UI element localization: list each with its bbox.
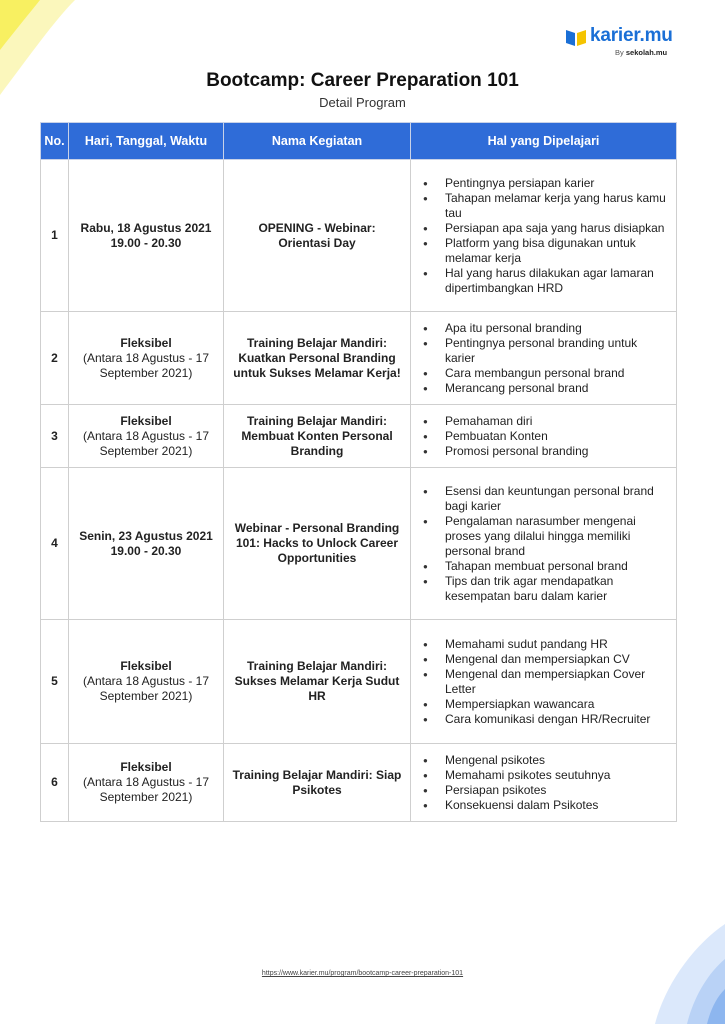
list-item: ● Tahapan membuat personal brand — [433, 559, 666, 574]
when-range: (Antara 18 Agustus - 17 September 2021) — [82, 350, 210, 380]
table-row — [41, 312, 677, 405]
row-activity: OPENING - Webinar: Orientasi Day — [224, 160, 411, 312]
list-item: ● Tahapan melamar kerja yang harus kamu tau — [433, 191, 666, 221]
brand-byline: By sekolah.mu — [615, 48, 668, 57]
list-item: ● Platform yang bisa digunakan untuk melamar kerja — [433, 236, 666, 266]
list-item: ● Mengenal psikotes — [433, 753, 666, 768]
row-when — [69, 405, 224, 468]
table-header-row — [41, 123, 677, 160]
row-when — [69, 312, 224, 405]
row-number: 2 — [41, 312, 69, 405]
list-item: ● Apa itu personal branding — [433, 321, 666, 336]
when-date: Senin, 23 Agustus 2021 — [79, 528, 213, 543]
row-when — [69, 744, 224, 822]
row-when — [69, 468, 224, 620]
list-item: ● Mengenal dan mempersiapkan CV — [433, 652, 666, 667]
book-icon — [565, 27, 587, 47]
program-table — [40, 122, 677, 822]
list-item: ● Promosi personal branding — [433, 444, 666, 459]
list-item: ● Mempersiapkan wawancara — [433, 697, 666, 712]
table-row — [41, 405, 677, 468]
decorative-corner-bottom — [615, 904, 725, 1024]
when-range: (Antara 18 Agustus - 17 September 2021) — [82, 428, 210, 458]
list-item: ● Konsekuensi dalam Psikotes — [433, 798, 666, 813]
list-item: ● Merancang personal brand — [433, 381, 666, 396]
header-learn: Hal yang Dipelajari — [411, 123, 677, 160]
row-number: 3 — [41, 405, 69, 468]
list-item: ● Pengalaman narasumber mengenai proses yang dilalui hingga memiliki personal brand — [433, 514, 666, 559]
document-subtitle: Detail Program — [319, 95, 406, 110]
row-activity: Training Belajar Mandiri: Siap Psikotes — [224, 744, 411, 822]
learn-list — [433, 414, 666, 459]
table-row — [41, 744, 677, 822]
list-item: ● Memahami psikotes seutuhnya — [433, 768, 666, 783]
row-activity: Training Belajar Mandiri: Kuatkan Personal Branding untuk Sukses Melamar Kerja! — [224, 312, 411, 405]
row-learn — [411, 312, 677, 405]
row-learn — [411, 468, 677, 620]
when-date: Fleksibel — [120, 413, 172, 428]
when-date: Fleksibel — [120, 335, 172, 350]
row-number: 1 — [41, 160, 69, 312]
learn-list — [433, 637, 666, 727]
list-item: ● Pembuatan Konten — [433, 429, 666, 444]
row-learn — [411, 744, 677, 822]
list-item: ● Cara komunikasi dengan HR/Recruiter — [433, 712, 666, 727]
when-range: (Antara 18 Agustus - 17 September 2021) — [82, 775, 210, 804]
footer-link[interactable]: https://www.karier.mu/program/bootcamp-career-preparation-101 — [261, 970, 464, 977]
list-item: ● Memahami sudut pandang HR — [433, 637, 666, 652]
row-number: 6 — [41, 744, 69, 822]
header-no: No. — [41, 123, 69, 160]
row-learn — [411, 620, 677, 744]
row-number: 5 — [41, 620, 69, 744]
learn-list — [433, 321, 666, 396]
list-item: ● Mengenal dan mempersiapkan Cover Letter — [433, 667, 666, 697]
when-date: Fleksibel — [120, 659, 172, 673]
when-time: 19.00 - 20.30 — [110, 235, 182, 250]
when-date: Fleksibel — [120, 760, 172, 774]
document-title: Bootcamp: Career Preparation 101 — [206, 70, 519, 91]
header-activity: Nama Kegiatan — [224, 123, 411, 160]
list-item: ● Pentingnya persiapan karier — [433, 176, 666, 191]
row-activity: Training Belajar Mandiri: Membuat Konten Personal Branding — [224, 405, 411, 468]
decorative-corner-top — [0, 0, 110, 110]
brand-name: karier.mu — [590, 25, 673, 46]
list-item: ● Persiapan psikotes — [433, 783, 666, 798]
list-item: ● Persiapan apa saja yang harus disiapkan — [433, 221, 666, 236]
when-range: (Antara 18 Agustus - 17 September 2021) — [82, 674, 210, 703]
row-number: 4 — [41, 468, 69, 620]
table-row — [41, 160, 677, 312]
row-learn — [411, 160, 677, 312]
row-when — [69, 620, 224, 744]
when-time: 19.00 - 20.30 — [110, 543, 182, 558]
list-item: ● Pemahaman diri — [433, 414, 666, 429]
list-item: ● Tips dan trik agar mendapatkan kesempatan baru dalam karier — [433, 574, 666, 604]
learn-list — [433, 484, 666, 604]
list-item: ● Cara membangun personal brand — [433, 366, 666, 381]
when-date: Rabu, 18 Agustus 2021 — [80, 220, 212, 235]
list-item: ● Pentingnya personal branding untuk karier — [433, 336, 666, 366]
table-row — [41, 620, 677, 744]
learn-list — [433, 753, 666, 813]
row-when — [69, 160, 224, 312]
row-learn — [411, 405, 677, 468]
row-activity: Training Belajar Mandiri: Sukses Melamar Kerja Sudut HR — [224, 620, 411, 744]
learn-list — [433, 176, 666, 296]
list-item: ● Esensi dan keuntungan personal brand bagi karier — [433, 484, 666, 514]
header-when: Hari, Tanggal, Waktu — [69, 123, 224, 160]
list-item: ● Hal yang harus dilakukan agar lamaran dipertimbangkan HRD — [433, 266, 666, 296]
row-activity: Webinar - Personal Branding 101: Hacks to Unlock Career Opportunities — [224, 468, 411, 620]
brand-logo[interactable] — [565, 25, 715, 61]
table-row — [41, 468, 677, 620]
